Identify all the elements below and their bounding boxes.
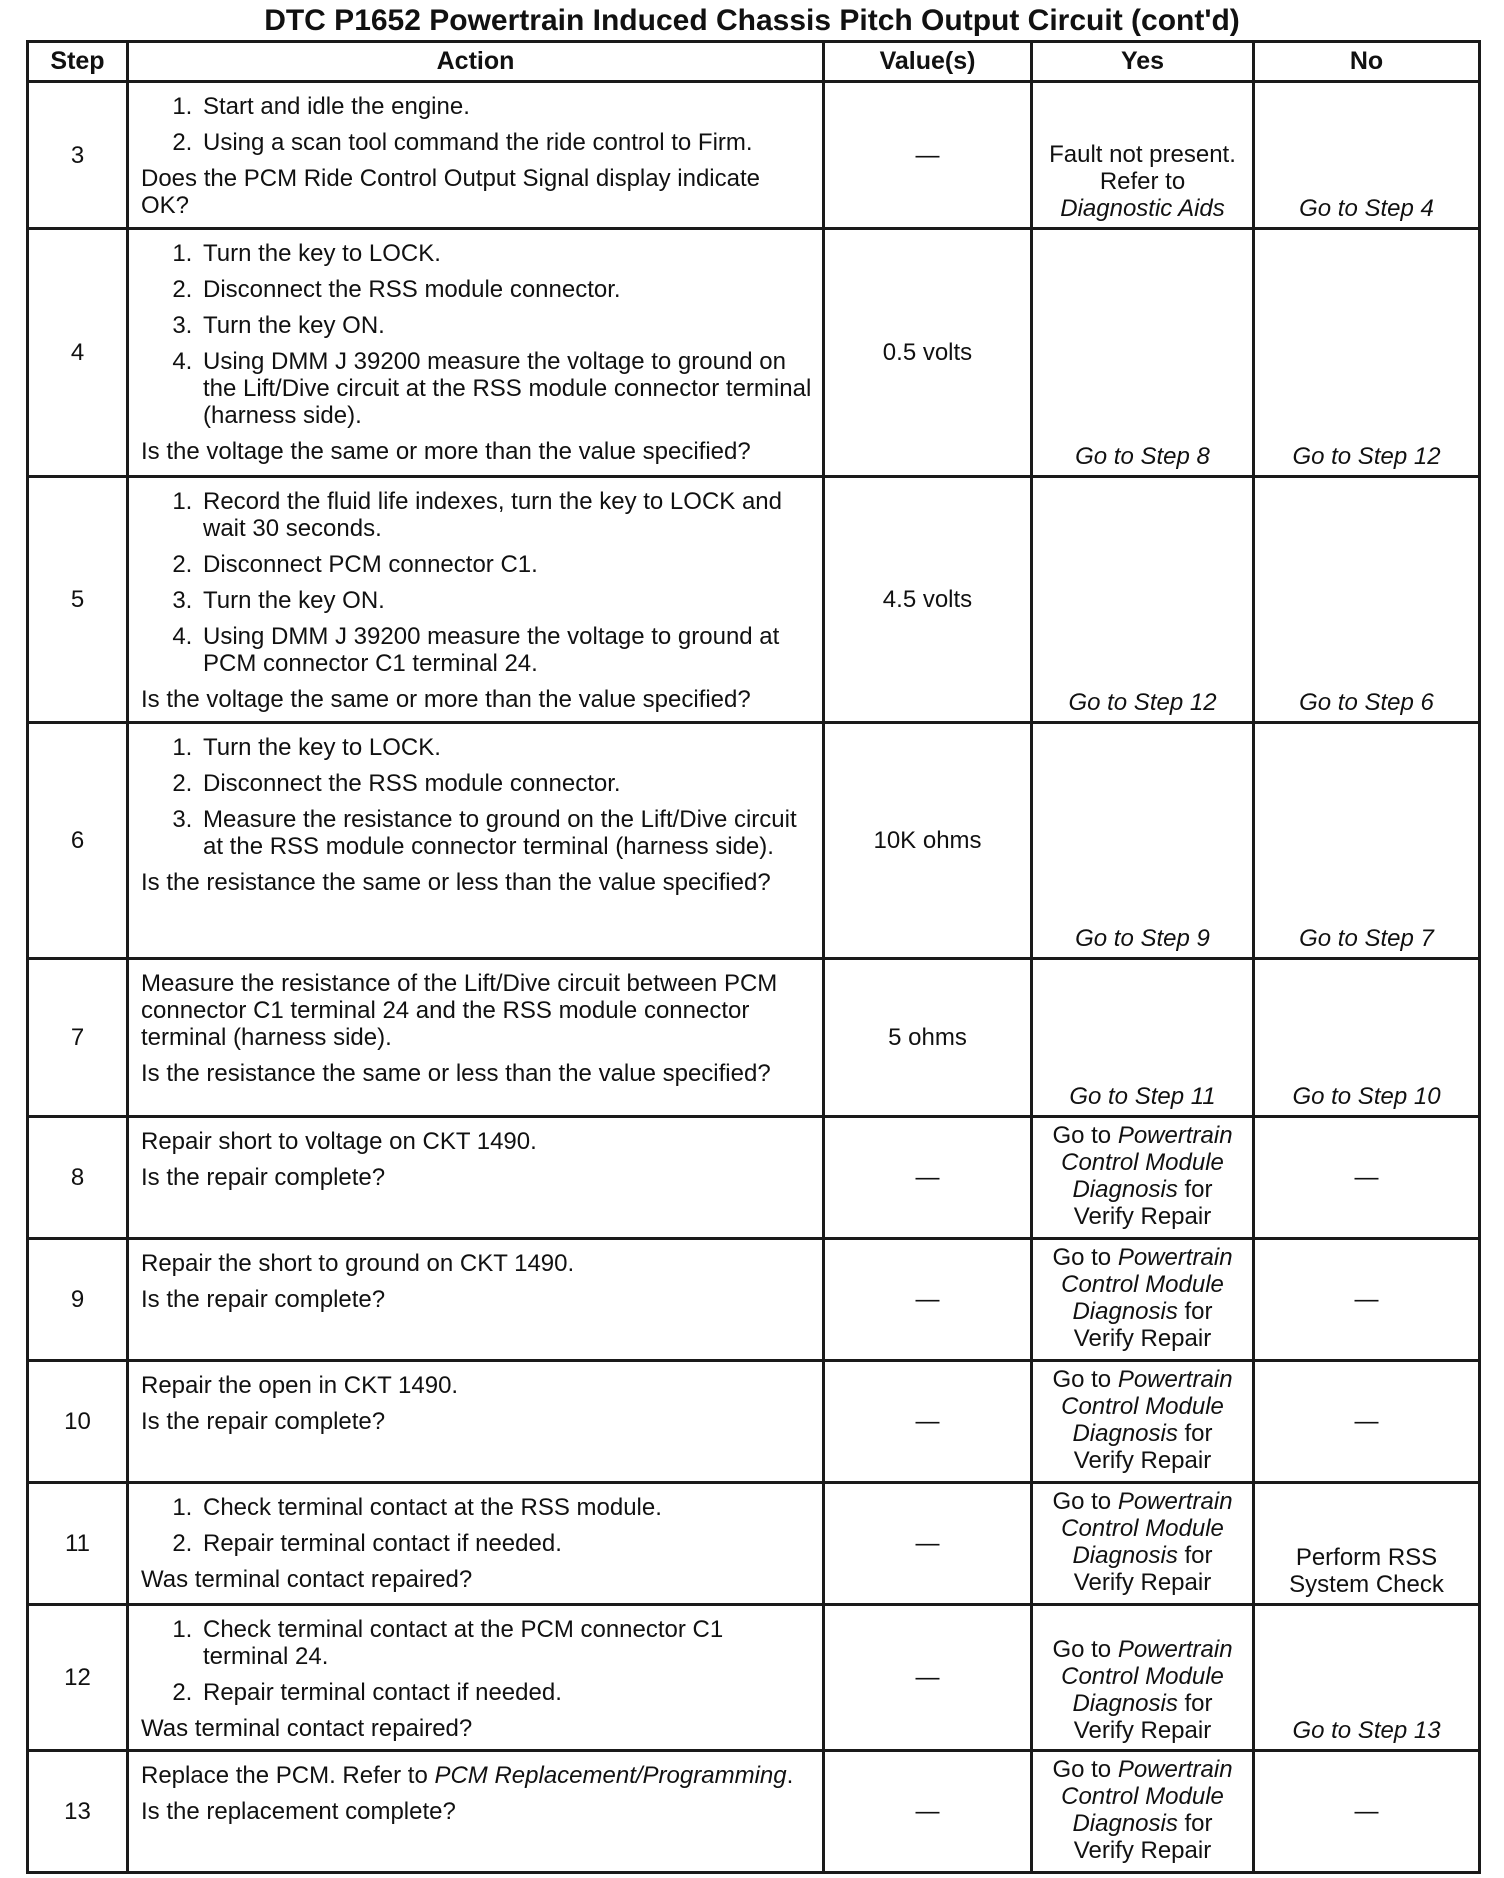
action-item: 1. Start and idle the engine. xyxy=(199,93,814,120)
goto-step: Go to Step 12 xyxy=(1292,443,1441,470)
table-row xyxy=(28,1483,1480,1605)
yes-cell xyxy=(1032,723,1254,959)
action-question: Is the resistance the same or less than the value specified? xyxy=(141,1060,771,1087)
header-no: No xyxy=(1254,42,1480,82)
action-question: Is the repair complete? xyxy=(141,1408,386,1435)
action-cell xyxy=(128,477,824,723)
action-list xyxy=(141,1494,814,1557)
verify-diagnosis: Diagnosis xyxy=(1072,1810,1178,1837)
action-cell xyxy=(128,1751,824,1873)
action-text: Measure the resistance of the Lift/Dive circuit between PCM connector C1 terminal 24 and the RSS module connector terminal (harness side). xyxy=(141,970,778,1051)
table-row xyxy=(28,1361,1480,1483)
step-number: 3 xyxy=(28,82,128,229)
verify-pcm: Powertrain xyxy=(1117,1636,1233,1663)
verify-for: for xyxy=(1184,1420,1213,1447)
action-item: 2. Using a scan tool command the ride control to Firm. xyxy=(199,129,814,156)
diagnostic-aids-ref: Diagnostic Aids xyxy=(1060,195,1225,222)
action-question: Was terminal contact repaired? xyxy=(141,1715,473,1742)
no-cell xyxy=(1254,229,1480,477)
table-row xyxy=(28,723,1480,959)
header-action: Action xyxy=(128,42,824,82)
goto-step: Go to Step 9 xyxy=(1075,925,1210,952)
action-item: 4. Using DMM J 39200 measure the voltage to ground on the Lift/Dive circuit at the RSS module connector terminal (harness side). xyxy=(199,348,814,429)
yes-cell xyxy=(1032,1117,1254,1239)
action-item: 2. Disconnect the RSS module connector. xyxy=(199,276,814,303)
verify-pcm: Control Module xyxy=(1061,1393,1224,1420)
verify-diagnosis: Diagnosis xyxy=(1072,1420,1178,1447)
verify-go: Go to xyxy=(1052,1366,1112,1393)
action-list xyxy=(141,93,814,156)
value-cell: — xyxy=(824,1117,1032,1239)
action-text: Repair short to voltage on CKT 1490. xyxy=(141,1128,537,1155)
action-list xyxy=(141,240,814,429)
action-item: 3. Measure the resistance to ground on the Lift/Dive circuit at the RSS module connector terminal (harness side). xyxy=(199,806,814,860)
verify-pcm: Powertrain xyxy=(1117,1488,1233,1515)
action-list xyxy=(141,734,814,860)
verify-diagnosis: Diagnosis xyxy=(1072,1542,1178,1569)
no-cell xyxy=(1254,82,1480,229)
no-cell xyxy=(1254,959,1480,1117)
yes-cell xyxy=(1032,229,1254,477)
action-item: 1. Record the fluid life indexes, turn the key to LOCK and wait 30 seconds. xyxy=(199,488,814,542)
verify-for: for xyxy=(1184,1690,1213,1717)
step-number: 12 xyxy=(28,1605,128,1751)
yes-cell xyxy=(1032,1361,1254,1483)
value-cell: — xyxy=(824,1605,1032,1751)
action-cell xyxy=(128,1483,824,1605)
value-cell: — xyxy=(824,1239,1032,1361)
table-row xyxy=(28,82,1480,229)
yes-cell xyxy=(1032,1483,1254,1605)
step-number: 8 xyxy=(28,1117,128,1239)
verify-for: for xyxy=(1184,1298,1213,1325)
header-step: Step xyxy=(28,42,128,82)
yes-cell xyxy=(1032,1605,1254,1751)
value-cell: — xyxy=(824,82,1032,229)
table-row xyxy=(28,229,1480,477)
action-cell xyxy=(128,1239,824,1361)
goto-step: Go to Step 12 xyxy=(1068,689,1217,716)
value-cell: — xyxy=(824,1483,1032,1605)
action-item: 3. Turn the key ON. xyxy=(199,312,814,339)
action-item: 1. Turn the key to LOCK. xyxy=(199,734,814,761)
action-item: 2. Disconnect the RSS module connector. xyxy=(199,770,814,797)
no-cell xyxy=(1254,1605,1480,1751)
verify-repair: Verify Repair xyxy=(1073,1325,1212,1352)
no-cell xyxy=(1254,477,1480,723)
value-cell: — xyxy=(824,1361,1032,1483)
action-question: Is the resistance the same or less than the value specified? xyxy=(141,869,771,896)
no-cell: — xyxy=(1254,1361,1480,1483)
action-cell xyxy=(128,82,824,229)
action-question: Is the voltage the same or more than the value specified? xyxy=(141,686,751,713)
goto-step: Go to Step 11 xyxy=(1069,1083,1216,1110)
step-number: 7 xyxy=(28,959,128,1117)
action-item: 1. Turn the key to LOCK. xyxy=(199,240,814,267)
verify-pcm: Powertrain xyxy=(1117,1122,1233,1149)
verify-repair: Verify Repair xyxy=(1073,1837,1212,1864)
action-question: Is the repair complete? xyxy=(141,1286,386,1313)
verify-go: Go to xyxy=(1052,1122,1112,1149)
yes-line: Refer to xyxy=(1099,168,1186,195)
goto-step: Go to Step 10 xyxy=(1292,1083,1441,1110)
goto-step: Go to Step 6 xyxy=(1299,689,1434,716)
header-values: Value(s) xyxy=(824,42,1032,82)
yes-cell xyxy=(1032,82,1254,229)
verify-pcm: Powertrain xyxy=(1117,1244,1233,1271)
table-row xyxy=(28,959,1480,1117)
action-cell xyxy=(128,723,824,959)
verify-repair: Verify Repair xyxy=(1073,1717,1212,1744)
value-cell: 4.5 volts xyxy=(824,477,1032,723)
no-cell: — xyxy=(1254,1751,1480,1873)
action-list xyxy=(141,1616,814,1706)
action-item: 2. Disconnect PCM connector C1. xyxy=(199,551,814,578)
step-number: 13 xyxy=(28,1751,128,1873)
verify-for: for xyxy=(1184,1176,1213,1203)
action-question: Is the voltage the same or more than the value specified? xyxy=(141,438,751,465)
goto-step: Go to Step 7 xyxy=(1299,925,1434,952)
step-number: 5 xyxy=(28,477,128,723)
action-question: Is the replacement complete? xyxy=(141,1798,456,1825)
action-question: Is the repair complete? xyxy=(141,1164,386,1191)
verify-pcm: Control Module xyxy=(1061,1149,1224,1176)
header-yes: Yes xyxy=(1032,42,1254,82)
yes-cell xyxy=(1032,1239,1254,1361)
verify-pcm: Control Module xyxy=(1061,1783,1224,1810)
step-number: 11 xyxy=(28,1483,128,1605)
no-cell: — xyxy=(1254,1239,1480,1361)
action-question: Was terminal contact repaired? xyxy=(141,1566,473,1593)
value-cell: — xyxy=(824,1751,1032,1873)
action-cell xyxy=(128,229,824,477)
verify-repair: Verify Repair xyxy=(1073,1203,1212,1230)
action-cell xyxy=(128,959,824,1117)
table-row xyxy=(28,1605,1480,1751)
step-number: 6 xyxy=(28,723,128,959)
no-cell xyxy=(1254,723,1480,959)
action-list xyxy=(141,488,814,677)
diagnostic-table xyxy=(26,40,1481,1874)
no-line: System Check xyxy=(1289,1571,1444,1598)
action-text: Repair the short to ground on CKT 1490. xyxy=(141,1250,575,1277)
verify-diagnosis: Diagnosis xyxy=(1072,1690,1178,1717)
action-item: 3. Turn the key ON. xyxy=(199,587,814,614)
action-item: 4. Using DMM J 39200 measure the voltage to ground at PCM connector C1 terminal 24. xyxy=(199,623,814,677)
no-cell xyxy=(1254,1483,1480,1605)
pcm-replacement-ref: PCM Replacement/Programming xyxy=(434,1762,787,1789)
goto-step: Go to Step 8 xyxy=(1075,443,1210,470)
no-cell: — xyxy=(1254,1117,1480,1239)
verify-go: Go to xyxy=(1052,1244,1112,1271)
verify-for: for xyxy=(1184,1810,1213,1837)
action-cell xyxy=(128,1605,824,1751)
no-line: Perform RSS xyxy=(1295,1544,1438,1571)
goto-step: Go to Step 13 xyxy=(1292,1717,1441,1744)
action-item: 2. Repair terminal contact if needed. xyxy=(199,1530,814,1557)
action-text: Repair the open in CKT 1490. xyxy=(141,1372,459,1399)
table-row xyxy=(28,1751,1480,1873)
action-question: Does the PCM Ride Control Output Signal display indicate OK? xyxy=(141,165,760,219)
action-item: 1. Check terminal contact at the PCM connector C1 terminal 24. xyxy=(199,1616,814,1670)
table-row xyxy=(28,477,1480,723)
verify-go: Go to xyxy=(1052,1756,1112,1783)
verify-pcm: Control Module xyxy=(1061,1663,1224,1690)
action-cell xyxy=(128,1117,824,1239)
verify-pcm: Control Module xyxy=(1061,1271,1224,1298)
verify-go: Go to xyxy=(1052,1488,1112,1515)
verify-for: for xyxy=(1184,1542,1213,1569)
table-row xyxy=(28,1117,1480,1239)
verify-repair: Verify Repair xyxy=(1073,1569,1212,1596)
value-cell: 5 ohms xyxy=(824,959,1032,1117)
goto-step: Go to Step 4 xyxy=(1299,195,1434,222)
table-header-row xyxy=(28,42,1480,82)
yes-line: Fault not present. xyxy=(1049,141,1236,168)
verify-pcm: Powertrain xyxy=(1117,1756,1233,1783)
table-row xyxy=(28,1239,1480,1361)
yes-cell xyxy=(1032,477,1254,723)
replace-text: Replace the PCM. Refer to xyxy=(141,1762,428,1789)
action-cell xyxy=(128,1361,824,1483)
yes-cell xyxy=(1032,959,1254,1117)
value-cell: 10K ohms xyxy=(824,723,1032,959)
verify-diagnosis: Diagnosis xyxy=(1072,1176,1178,1203)
step-number: 10 xyxy=(28,1361,128,1483)
action-text: Replace the PCM. Refer to PCM Replacement/Programming. xyxy=(141,1762,794,1789)
yes-cell xyxy=(1032,1751,1254,1873)
action-item: 1. Check terminal contact at the RSS module. xyxy=(199,1494,814,1521)
verify-pcm: Powertrain xyxy=(1117,1366,1233,1393)
action-item: 2. Repair terminal contact if needed. xyxy=(199,1679,814,1706)
verify-diagnosis: Diagnosis xyxy=(1072,1298,1178,1325)
page-title: DTC P1652 Powertrain Induced Chassis Pitch Output Circuit (cont'd) xyxy=(264,4,1240,37)
value-cell: 0.5 volts xyxy=(824,229,1032,477)
step-number: 4 xyxy=(28,229,128,477)
verify-pcm: Control Module xyxy=(1061,1515,1224,1542)
verify-go: Go to xyxy=(1052,1636,1112,1663)
step-number: 9 xyxy=(28,1239,128,1361)
verify-repair: Verify Repair xyxy=(1073,1447,1212,1474)
